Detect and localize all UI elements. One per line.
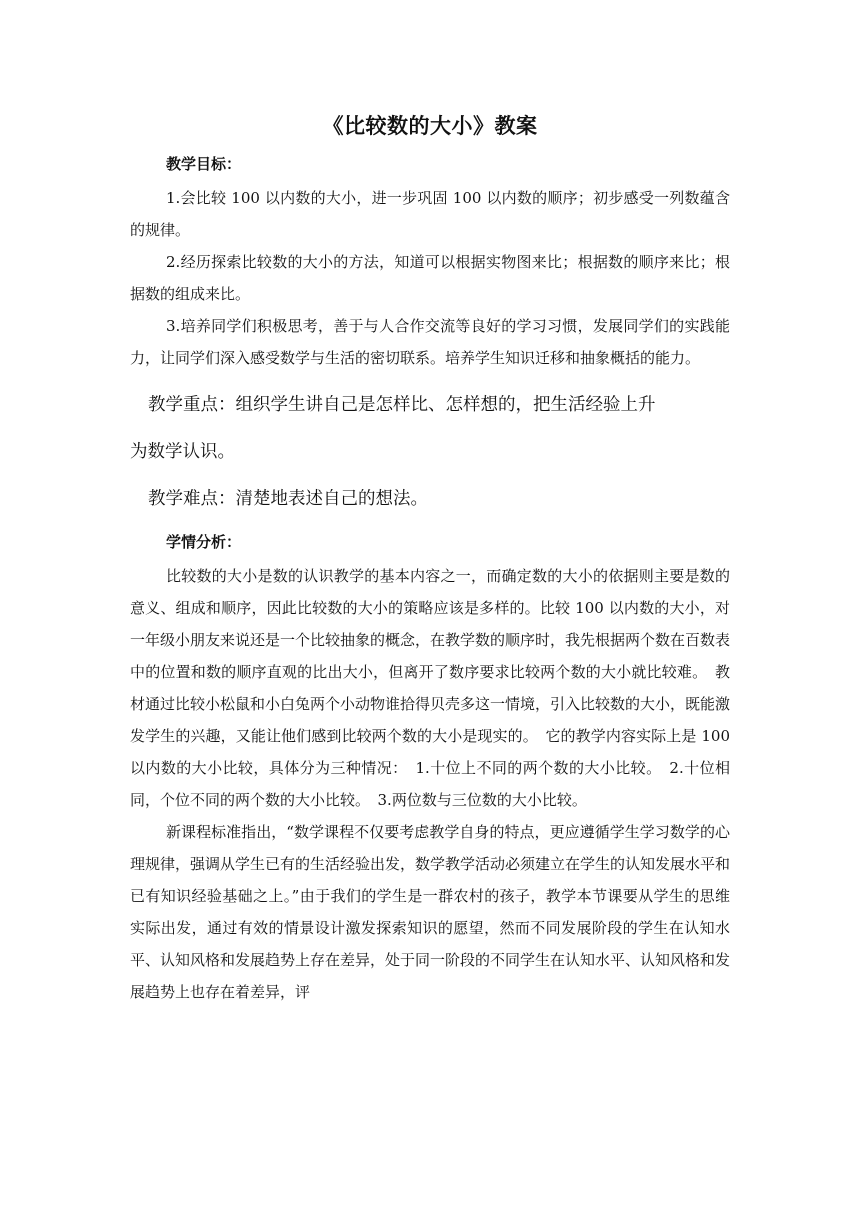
difficulty-point: 教学难点：清楚地表述自己的想法。 (148, 489, 428, 509)
key-point (130, 382, 730, 476)
document-title: 《比较数的大小》教案 (322, 114, 538, 138)
objective-2: 2.经历探索比较数的大小的方法，知道可以根据实物图来比；根据数的顺序来比；根据数的组成来比。 (130, 253, 730, 303)
objective-1: 1.会比较 100 以内数的大小，进一步巩固 100 以内数的顺序；初步感受一列数蕴含的规律。 (130, 189, 730, 239)
document-body (130, 110, 730, 1008)
analysis-heading: 学情分析： (166, 533, 242, 551)
key-point-line2: 为数学认识。 (130, 442, 235, 462)
analysis-paragraph-2: 新课程标准指出，“数学课程不仅要考虑教学自身的特点，更应遵循学生学习数学的心理规律，强调从学生已有的生活经验出发，数学教学活动必须建立在学生的认知发展水平和已有知识经验基础之上。”由于我们的学生是一群农村的孩子，教学本节课要从学生的思维实际出发，通过有效的情景设计激发探索知识的愿望，然而不同发展阶段的学生在认知水平、认知风格和发展趋势上存在差异，处于同一阶段的不同学生在认知水平、认知风格和发展趋势上也存在着差异，评 (130, 823, 731, 1001)
key-point-line1: 教学重点：组织学生讲自己是怎样比、怎样想的，把生活经验上升 (148, 395, 656, 415)
objectives-heading: 教学目标： (166, 155, 242, 173)
analysis-paragraph-1: 比较数的大小是数的认识教学的基本内容之一，而确定数的大小的依据则主要是数的意义、组成和顺序，因此比较数的大小的策略应该是多样的。比较 100 以内数的大小，对一年级小朋友来说还是一个比较抽象的概念，在教学数的顺序时，我先根据两个数在百数表中的位置和数的顺序直观的比出大小，但离开了数序要求比较两个数的大小就比较难。 教材通过比较小松鼠和小白兔两个小动物谁拾得贝壳多这一情境，引入比较数的大小，既能激发学生的兴趣，又能让他们感到比较两个数的大小是现实的。 它的教学内容实际上是 100 以内数的大小比较，具体分为三种情况： 1.十位上不同的两个数的大小比较。 2.十位相同，个位不同的两个数的大小比较。 3.两位数与三位数的大小比较。 (130, 567, 731, 809)
objective-3: 3.培养同学们积极思考，善于与人合作交流等良好的学习习惯，发展同学们的实践能力，让同学们深入感受数学与生活的密切联系。培养学生知识迁移和抽象概括的能力。 (130, 317, 730, 367)
